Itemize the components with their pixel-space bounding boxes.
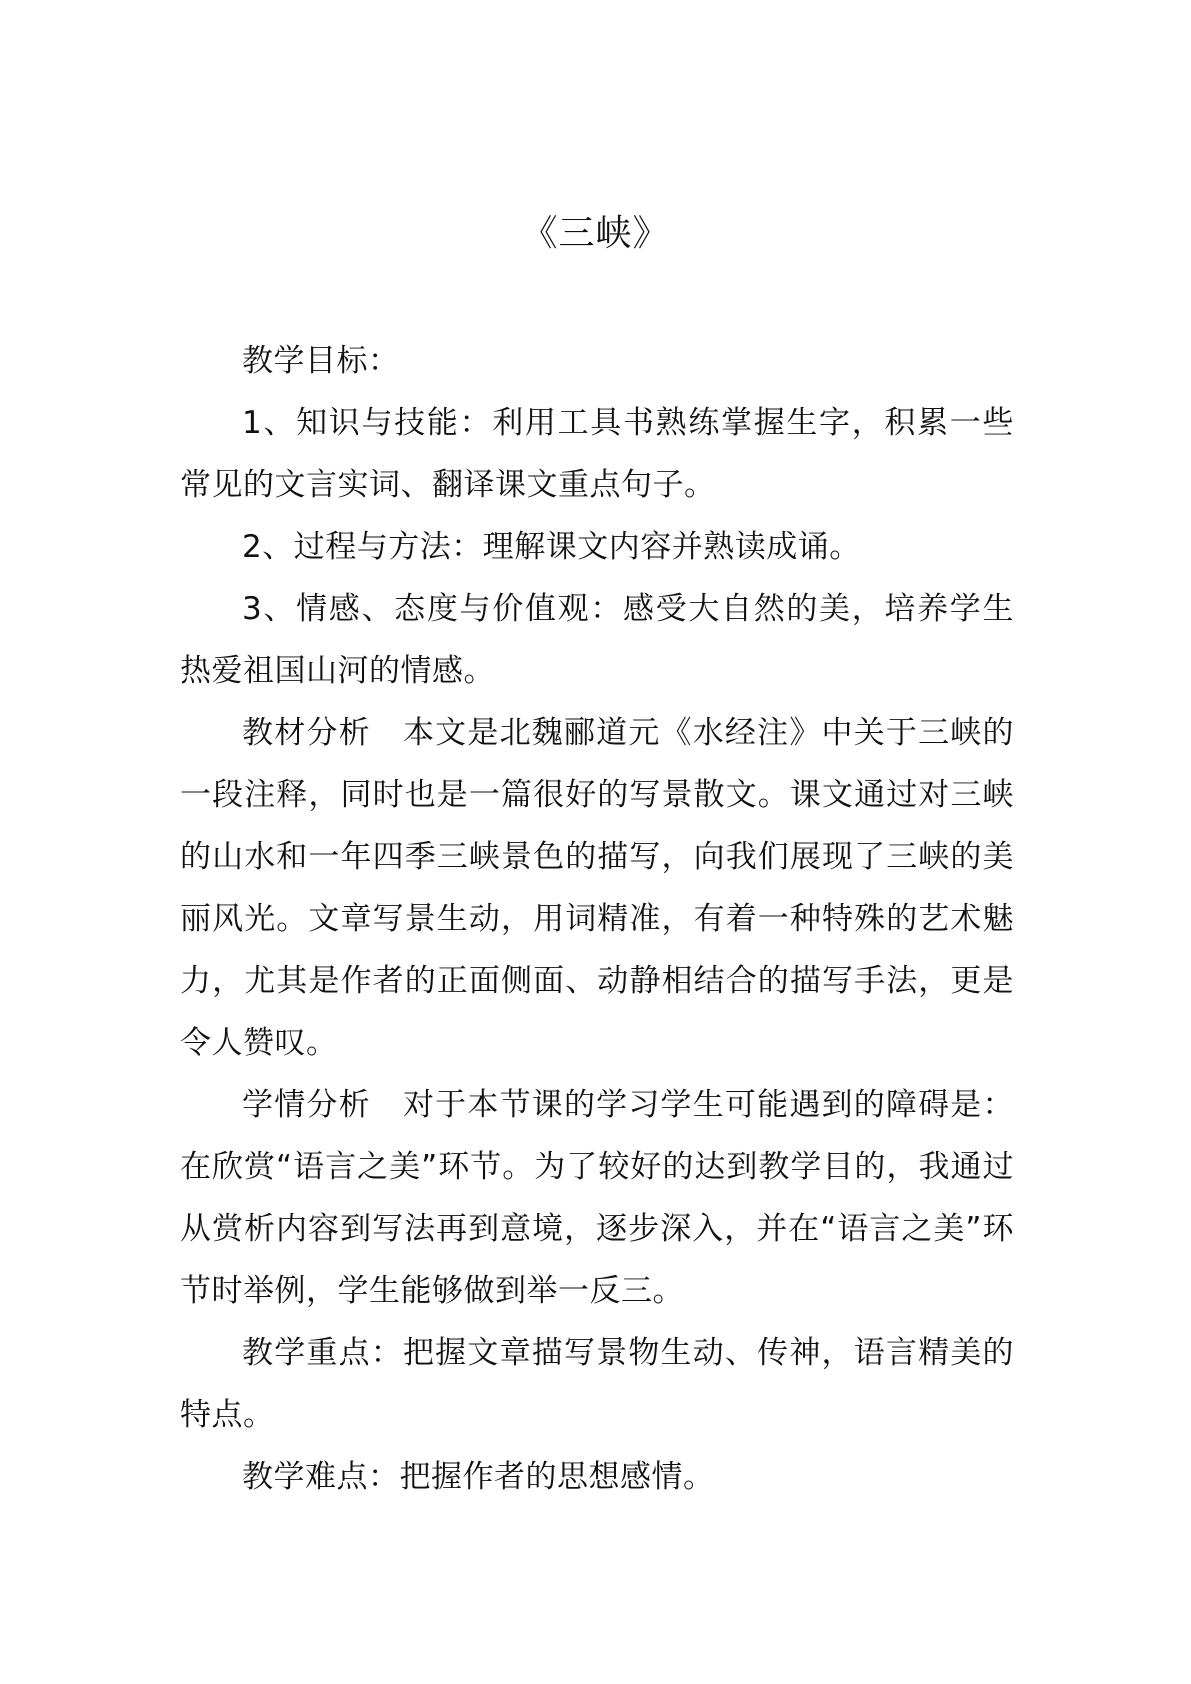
document-title: 《三峡》 — [521, 213, 670, 254]
paragraph-teaching-focus: 教学重点：把握文章描写景物生动、传神，语言精美的特点。 — [180, 1335, 1014, 1433]
paragraph-teaching-objectives-heading: 教学目标： — [242, 343, 400, 379]
paragraph-emotion-values: 3、情感、态度与价值观：感受大自然的美，培养学生热爱祖国山河的情感。 — [180, 591, 1014, 689]
paragraph-knowledge-skills: 1、知识与技能：利用工具书熟练掌握生字，积累一些常见的文言实词、翻译课文重点句子。 — [180, 405, 1014, 503]
document-body — [180, 330, 1014, 1508]
paragraph-process-methods: 2、过程与方法：理解课文内容并熟读成诵。 — [242, 529, 861, 565]
paragraph-textbook-analysis: 教材分析 本文是北魏郦道元《水经注》中关于三峡的一段注释，同时也是一篇很好的写景散文。课文通过对三峡的山水和一年四季三峡景色的描写，向我们展现了三峡的美丽风光。文章写景生动，用词精准，有着一种特殊的艺术魅力，尤其是作者的正面侧面、动静相结合的描写手法，更是令人赞叹。 — [180, 715, 1014, 1061]
paragraph-student-analysis: 学情分析 对于本节课的学习学生可能遇到的障碍是：在欣赏“语言之美”环节。为了较好的达到教学目的，我通过从赏析内容到写法再到意境，逐步深入，并在“语言之美”环节时举例，学生能够做到举一反三。 — [180, 1087, 1014, 1309]
paragraph-teaching-difficulty: 教学难点：把握作者的思想感情。 — [242, 1459, 715, 1495]
